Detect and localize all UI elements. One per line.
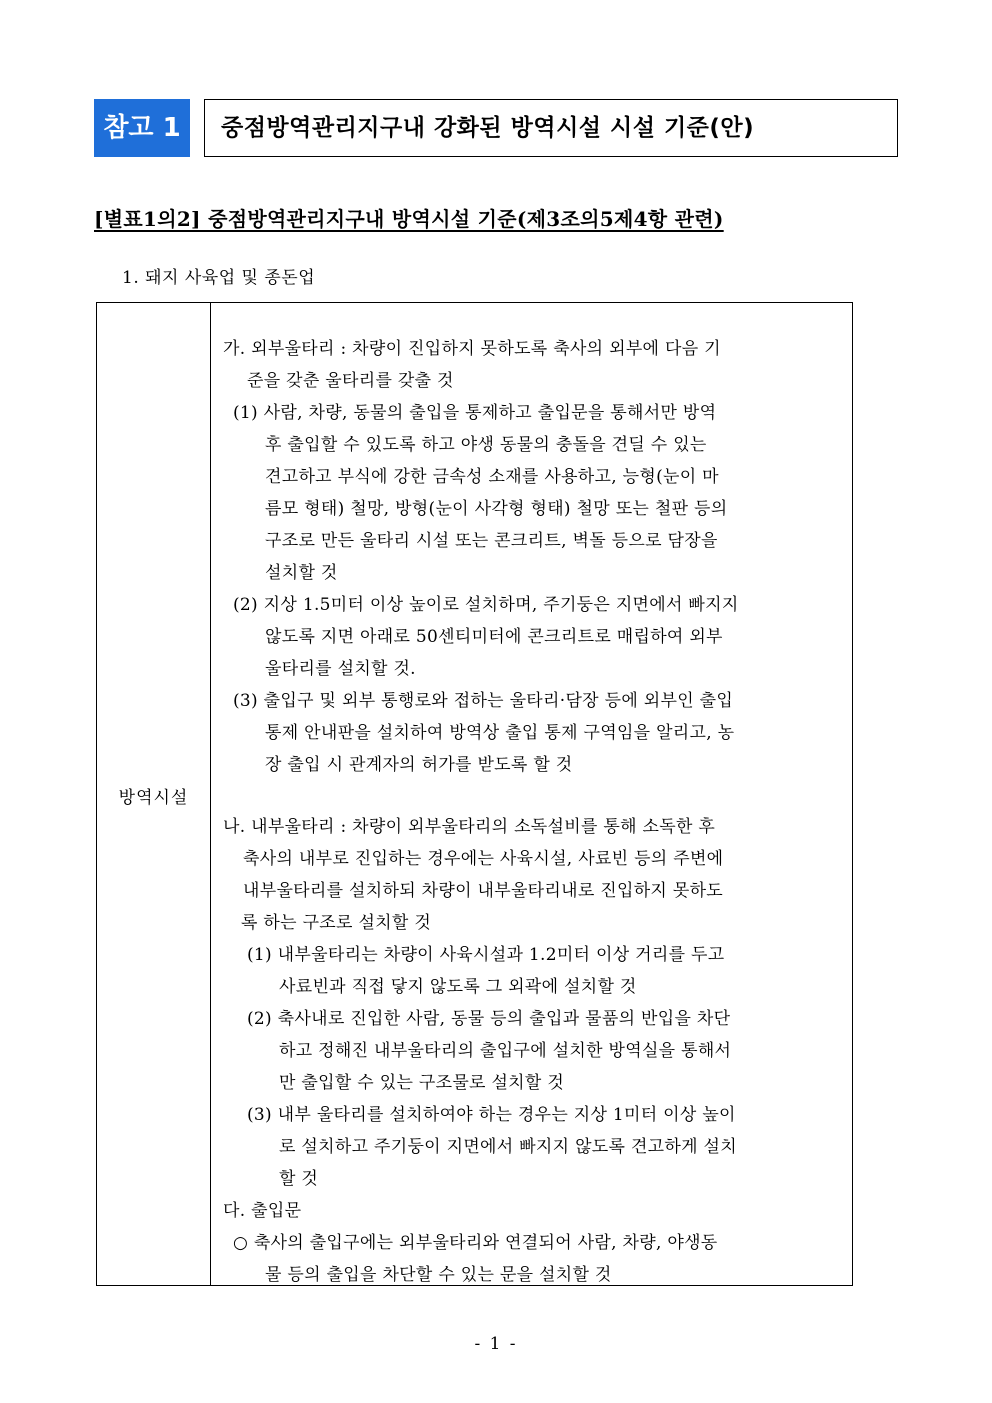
item-ga-1-line: (1) 사람, 차량, 동물의 출입을 통제하고 출입문을 통해서만 방역 <box>233 403 717 423</box>
document-title: 중점방역관리지구내 강화된 방역시설 시설 기준(안) <box>204 99 898 157</box>
item-na-3-line: (3) 내부 울타리를 설치하여야 하는 경우는 지상 1미터 이상 높이 <box>247 1105 736 1125</box>
item-ga-1-line: 설치할 것 <box>265 563 338 583</box>
row-label: 방역시설 <box>118 788 189 808</box>
item-na-1-line: 사료빈과 직접 닿지 않도록 그 외곽에 설치할 것 <box>279 977 637 997</box>
paragraph-na-line: 록 하는 구조로 설치할 것 <box>241 913 432 933</box>
paragraph-da-heading: 다. 출입문 <box>223 1201 302 1221</box>
item-ga-1-line: 구조로 만든 울타리 시설 또는 콘크리트, 벽돌 등으로 담장을 <box>265 531 718 551</box>
item-ga-3-line: (3) 출입구 및 외부 통행로와 접하는 울타리·담장 등에 외부인 출입 <box>233 691 734 711</box>
paragraph-spacer <box>223 781 848 811</box>
item-na-2-line: 만 출입할 수 있는 구조물로 설치할 것 <box>279 1073 565 1093</box>
facility-standards-table <box>96 302 853 1286</box>
item-ga-1-line: 름모 형태) 철망, 방형(눈이 사각형 형태) 철망 또는 철판 등의 <box>265 499 728 519</box>
item-na-1-line: (1) 내부울타리는 차량이 사육시설과 1.2미터 이상 거리를 두고 <box>247 945 725 965</box>
paragraph-ga-line: 가. 외부울타리 : 차량이 진입하지 못하도록 축사의 외부에 다음 기 <box>223 339 721 359</box>
item-ga-2-line: (2) 지상 1.5미터 이상 높이로 설치하며, 주기둥은 지면에서 빠지지 <box>233 595 739 615</box>
item-da-line: ○ 축사의 출입구에는 외부울타리와 연결되어 사람, 차량, 야생동 <box>233 1233 718 1253</box>
item-na-2-line: 하고 정해진 내부울타리의 출입구에 설치한 방역실을 통해서 <box>279 1041 732 1061</box>
column-divider <box>210 303 211 1285</box>
paragraph-na-line: 내부울타리를 설치하되 차량이 내부울타리내로 진입하지 못하도 <box>243 881 724 901</box>
page-number: - 1 - <box>474 1334 518 1354</box>
item-ga-1-line: 견고하고 부식에 강한 금속성 소재를 사용하고, 능형(눈이 마 <box>265 467 719 487</box>
paragraph-ga-line: 준을 갖춘 울타리를 갖출 것 <box>247 371 454 391</box>
paragraph-na-line: 나. 내부울타리 : 차량이 외부울타리의 소독설비를 통해 소독한 후 <box>223 817 716 837</box>
item-ga-2-line: 울타리를 설치할 것. <box>265 659 416 679</box>
item-na-3-line: 할 것 <box>279 1169 319 1189</box>
item-ga-2-line: 않도록 지면 아래로 50센티미터에 콘크리트로 매립하여 외부 <box>265 627 723 647</box>
annex-heading: [별표1의2] 중점방역관리지구내 방역시설 기준(제3조의5제4항 관련) <box>94 207 724 231</box>
paragraph-na-line: 축사의 내부로 진입하는 경우에는 사육시설, 사료빈 등의 주변에 <box>243 849 724 869</box>
reference-badge: 참고 1 <box>94 99 190 157</box>
item-ga-3-line: 통제 안내판을 설치하여 방역상 출입 통제 구역임을 알리고, 농 <box>265 723 735 743</box>
item-ga-1-line: 후 출입할 수 있도록 하고 야생 동물의 충돌을 견딜 수 있는 <box>265 435 707 455</box>
item-ga-3-line: 장 출입 시 관계자의 허가를 받도록 할 것 <box>265 755 573 775</box>
item-na-2-line: (2) 축사내로 진입한 사람, 동물 등의 출입과 물품의 반입을 차단 <box>247 1009 731 1029</box>
item-da-line: 물 등의 출입을 차단할 수 있는 문을 설치할 것 <box>265 1265 612 1285</box>
section-heading: 1. 돼지 사육업 및 종돈업 <box>122 268 316 288</box>
item-na-3-line: 로 설치하고 주기둥이 지면에서 빠지지 않도록 견고하게 설치 <box>279 1137 737 1157</box>
standards-content <box>223 333 848 1291</box>
